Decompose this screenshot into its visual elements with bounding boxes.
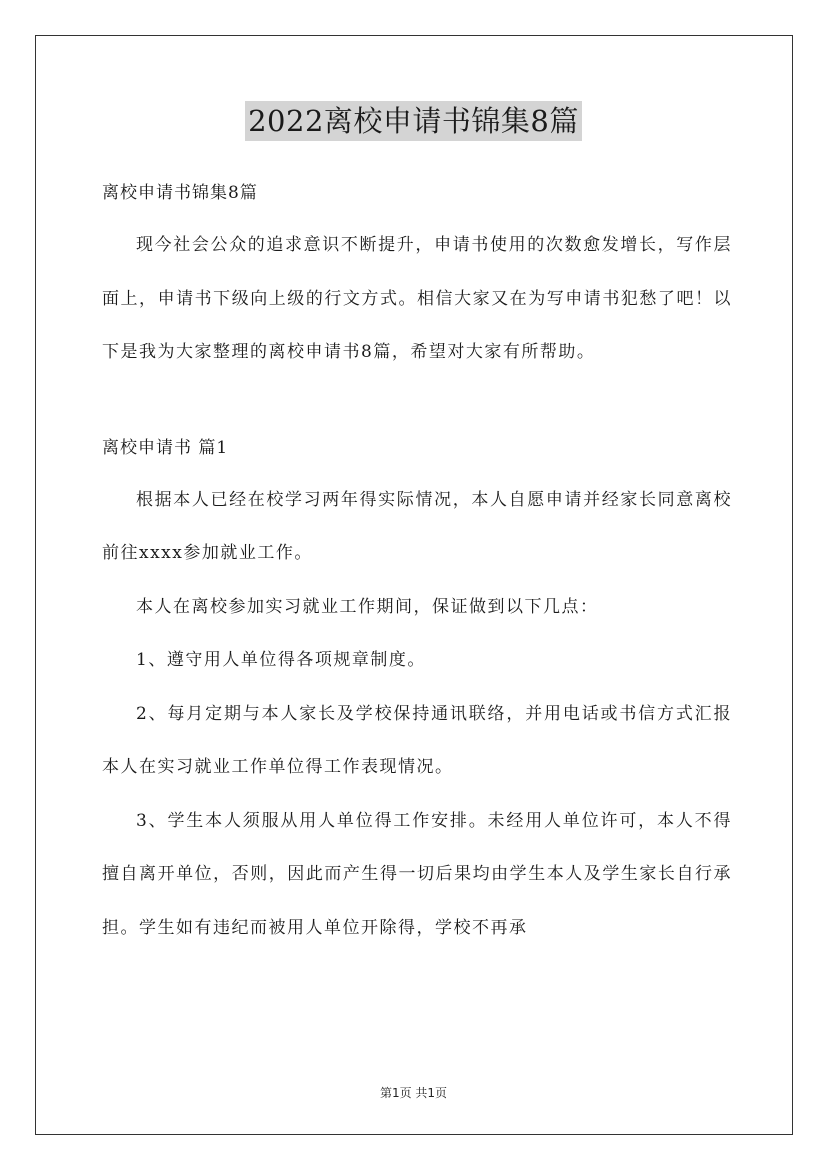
- body-paragraph: 2、每月定期与本人家长及学校保持通讯联络，并用电话或书信方式汇报本人在实习就业工作单位得工作表现情况。: [102, 703, 732, 777]
- section-gap: [102, 380, 732, 428]
- body-paragraph: 1、遵守用人单位得各项规章制度。: [136, 650, 426, 670]
- document-title: [0, 101, 827, 141]
- body-paragraph: 3、学生本人须服从用人单位得工作安排。未经用人单位许可，本人不得擅自离开单位，否则，因此而产生得一切后果均由学生本人及学生家长自行承担。学生如有违纪而被用人单位开除得，学校不再承: [102, 810, 732, 938]
- body-paragraph: 根据本人已经在校学习两年得实际情况，本人自愿申请并经家长同意离校前往xxxx参加就业工作。: [102, 489, 732, 563]
- document-body: [102, 173, 732, 955]
- page-footer: [0, 1084, 827, 1101]
- intro-paragraph: 现今社会公众的追求意识不断提升，申请书使用的次数愈发增长，写作层面上，申请书下级向上级的行文方式。相信大家又在为写申请书犯愁了吧！以下是我为大家整理的离校申请书8篇，希望对大家有所帮助。: [102, 235, 732, 362]
- body-paragraph: 本人在离校参加实习就业工作期间，保证做到以下几点：: [136, 596, 599, 617]
- page-number-label: 第1页 共1页: [379, 1086, 448, 1100]
- document-title-text: 2022离校申请书锦集8篇: [245, 101, 582, 141]
- document-subtitle: 离校申请书锦集8篇: [102, 183, 258, 203]
- section-heading: 离校申请书 篇1: [102, 437, 229, 458]
